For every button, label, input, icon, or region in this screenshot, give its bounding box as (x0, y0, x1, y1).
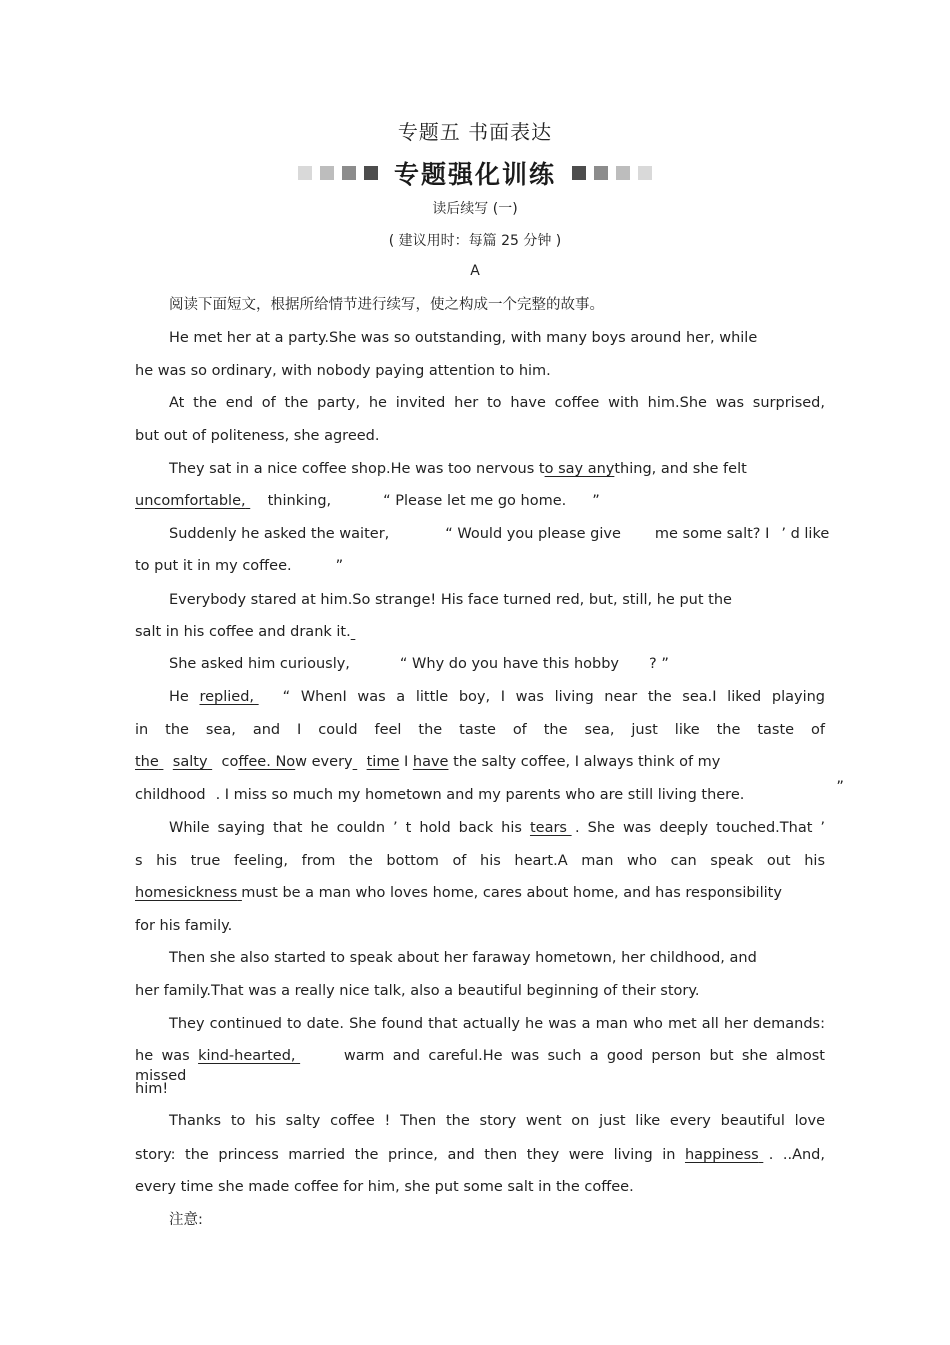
text-segment: He (169, 689, 189, 705)
text-segment: . I miss so much my hometown and my parents who are still living there. (215, 787, 745, 803)
text-segment: salt in his coffee and drank it. (135, 624, 351, 640)
text-segment: to put it in my coffee. (135, 558, 292, 574)
text-line-13: in the sea, and I could feel the taste of the sea, just like the taste of (135, 722, 825, 738)
banner-square-4 (364, 166, 378, 180)
text-segment: w every (295, 754, 353, 770)
text-line-24: him! (135, 1081, 169, 1097)
text-segment: I (403, 754, 409, 770)
text-line-25: Thanks to his salty coffee ! Then the story went on just like every beautiful love (169, 1113, 825, 1129)
banner-square-3 (342, 166, 356, 180)
banner-square-5 (572, 166, 586, 180)
text-segment: They sat in a nice coffee shop.He was too nervous t (169, 461, 545, 477)
text-segment: must be a man who loves home, cares about home, and has responsibility (241, 885, 782, 901)
text-line-20: Then she also started to speak about her faraway hometown, her childhood, and (169, 950, 757, 966)
answer-blank (296, 1046, 336, 1066)
time-note: ( 建议用时：每篇 25 分钟 ) (388, 233, 562, 249)
text-segment: the salty coffee, I always think of my (453, 754, 721, 770)
text-segment: Suddenly he asked the waiter, (169, 526, 390, 542)
text-line-12 (169, 687, 825, 707)
underlined-segment: tears (529, 820, 567, 836)
section-banner (0, 156, 950, 190)
answer-blank (351, 622, 391, 642)
text-line-26 (135, 1145, 825, 1165)
text-line-15 (135, 779, 844, 805)
text-line-3: At the end of the party, he invited her to have coffee with him.She was surprised, (169, 395, 825, 411)
text-line-19: for his family. (135, 918, 233, 934)
text-line-8 (135, 556, 825, 576)
underlined-segment: happiness (684, 1147, 759, 1163)
text-segment: ? ” (649, 656, 669, 672)
text-segment: “ Please let me go home. (383, 493, 567, 509)
text-segment: “ Why do you have this hobby (399, 656, 620, 672)
text-line-9: Everybody stared at him.So strange! His face turned red, but, still, he put the (169, 592, 732, 608)
banner-square-6 (594, 166, 608, 180)
text-line-2: he was so ordinary, with nobody paying attention to him. (135, 363, 551, 379)
text-segment: “ Would you please give (445, 526, 621, 542)
text-segment: warm and careful.He was such a good person but she almost missed (135, 1048, 825, 1084)
text-line-1: He met her at a party.She was so outstanding, with many boys around her, while (169, 330, 758, 346)
text-line-21: her family.That was a really nice talk, also a beautiful beginning of their story. (135, 983, 700, 999)
underlined-segment: homesickness (135, 885, 238, 901)
text-line-17: s his true feeling, from the bottom of his heart.A man who can speak out his (135, 853, 825, 869)
note-label: 注意: (169, 1212, 203, 1228)
text-segment: thinking, (267, 493, 332, 509)
text-segment: . She was deeply touched.That ’ (574, 820, 826, 836)
banner-square-2 (320, 166, 334, 180)
text-segment: “ WhenI was a little boy, I was living near the sea.I liked playing (282, 689, 826, 705)
text-line-27: every time she made coffee for him, she put some salt in the coffee. (135, 1179, 634, 1195)
text-line-16 (169, 818, 825, 838)
answer-blank (246, 491, 268, 511)
banner-square-1 (298, 166, 312, 180)
text-line-7 (169, 524, 830, 544)
text-segment: ” (592, 493, 600, 509)
subtitle: 读后续写 (一) (432, 201, 518, 217)
underlined-segment: ffee. No (238, 754, 296, 770)
text-segment: he was (135, 1048, 190, 1064)
text-segment: ” (335, 558, 344, 574)
text-segment: thing, and she felt (614, 461, 747, 477)
section-label: A (470, 263, 480, 279)
text-segment: story: the princess married the prince, and then they were living in (135, 1147, 676, 1163)
underlined-segment: salty (172, 754, 208, 770)
text-segment: co (221, 754, 239, 770)
banner-square-7 (616, 166, 630, 180)
banner-text: 专题强化训练 (393, 160, 556, 189)
underlined-segment: replied, (199, 689, 255, 705)
text-line-14 (135, 752, 825, 772)
text-segment: ’ d like (781, 526, 830, 542)
text-line-11 (169, 654, 825, 674)
text-segment: While saying that he couldn ’ t hold back his (169, 820, 522, 836)
underlined-segment: o say any (544, 461, 615, 477)
underlined-segment: time (366, 754, 400, 770)
underlined-segment: kind-hearted, (198, 1048, 296, 1064)
text-line-18 (135, 883, 825, 903)
text-segment: me some salt? I (654, 526, 770, 542)
underlined-segment: the (135, 754, 159, 770)
page-title: 专题五 书面表达 (397, 120, 553, 144)
text-segment: She asked him curiously, (169, 656, 350, 672)
banner-square-8 (638, 166, 652, 180)
underlined-segment: uncomfortable, (135, 493, 246, 509)
text-line-5 (169, 459, 825, 479)
underlined-segment: have (412, 754, 449, 770)
text-segment: . ..And, (768, 1147, 825, 1163)
text-segment: ” (836, 779, 844, 795)
text-line-4: but out of politeness, she agreed. (135, 428, 380, 444)
text-segment: childhood (135, 787, 206, 803)
text-line-10 (135, 622, 825, 642)
instruction: 阅读下面短文，根据所给情节进行续写，使之构成一个完整的故事。 (169, 297, 604, 313)
text-line-6 (135, 491, 825, 511)
text-line-22: They continued to date. She found that actually he was a man who met all her demands: (169, 1016, 825, 1032)
